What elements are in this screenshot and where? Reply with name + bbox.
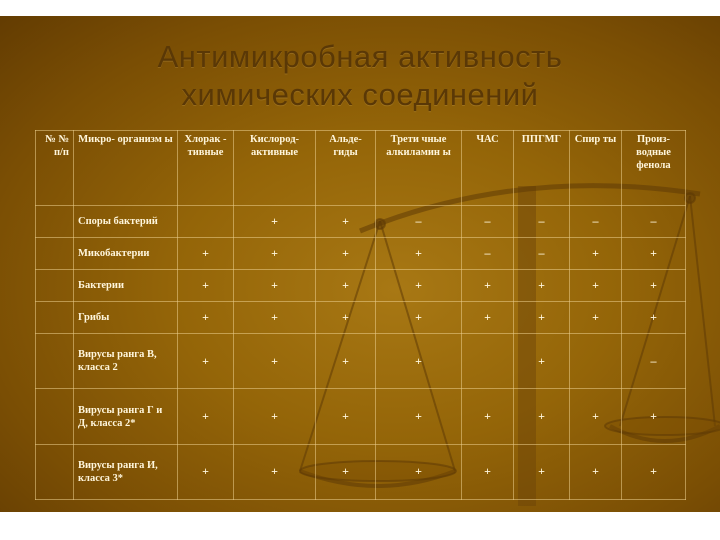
header-quats: ЧАС	[462, 131, 514, 206]
activity-cell: +	[234, 238, 316, 270]
activity-cell: +	[570, 302, 622, 334]
header-oxygen-active: Кислород- активные	[234, 131, 316, 206]
row-number-cell	[36, 444, 74, 499]
activity-cell: +	[178, 238, 234, 270]
table-row	[36, 238, 686, 270]
microorganism-cell: Микобактерии	[74, 238, 178, 270]
activity-cell: +	[514, 444, 570, 499]
activity-cell: –	[622, 334, 686, 389]
activity-cell: +	[376, 334, 462, 389]
microorganism-cell: Вирусы ранга Г и Д, класса 2*	[74, 389, 178, 444]
activity-cell: +	[178, 302, 234, 334]
activity-cell: –	[570, 206, 622, 238]
table-row	[36, 444, 686, 499]
row-number-cell	[36, 302, 74, 334]
activity-cell: +	[178, 334, 234, 389]
activity-cell: +	[316, 389, 376, 444]
activity-cell: +	[234, 270, 316, 302]
activity-cell: +	[622, 238, 686, 270]
activity-cell: +	[316, 206, 376, 238]
header-ppgmg: ППГМГ	[514, 131, 570, 206]
activity-cell: +	[514, 302, 570, 334]
activity-cell: +	[622, 270, 686, 302]
activity-cell: +	[234, 444, 316, 499]
activity-cell: +	[514, 270, 570, 302]
activity-cell: +	[622, 444, 686, 499]
slide-title	[0, 38, 720, 114]
header-microorganisms: Микро- организм ы	[74, 131, 178, 206]
header-chlorine-active: Хлорак - тивные	[178, 131, 234, 206]
row-number-cell	[36, 270, 74, 302]
header-number: № № п/п	[36, 131, 74, 206]
activity-cell: +	[462, 270, 514, 302]
table-row	[36, 206, 686, 238]
activity-cell: +	[570, 444, 622, 499]
activity-cell: +	[514, 334, 570, 389]
microorganism-cell: Вирусы ранга И, класса 3*	[74, 444, 178, 499]
activity-cell: +	[376, 444, 462, 499]
table-header-row	[36, 131, 686, 206]
activity-cell	[570, 334, 622, 389]
activity-cell: +	[622, 389, 686, 444]
slide	[0, 16, 720, 512]
table-row	[36, 302, 686, 334]
table-row	[36, 270, 686, 302]
title-line-2: химических соединений	[181, 77, 539, 112]
activity-cell	[178, 206, 234, 238]
activity-cell: +	[316, 238, 376, 270]
header-aldehydes: Альде- гиды	[316, 131, 376, 206]
microorganism-cell: Споры бактерий	[74, 206, 178, 238]
table-row	[36, 389, 686, 444]
activity-cell: –	[462, 238, 514, 270]
activity-cell: –	[622, 206, 686, 238]
activity-cell: +	[316, 302, 376, 334]
activity-cell: +	[316, 334, 376, 389]
activity-cell: +	[234, 302, 316, 334]
activity-cell	[462, 334, 514, 389]
activity-cell: +	[178, 444, 234, 499]
header-alcohols: Спир ты	[570, 131, 622, 206]
microorganism-cell: Грибы	[74, 302, 178, 334]
activity-cell: +	[178, 389, 234, 444]
row-number-cell	[36, 389, 74, 444]
activity-cell: +	[376, 302, 462, 334]
row-number-cell	[36, 238, 74, 270]
table-row	[36, 334, 686, 389]
activity-cell: +	[234, 389, 316, 444]
activity-cell: +	[376, 389, 462, 444]
activity-cell: –	[514, 238, 570, 270]
activity-cell: +	[462, 444, 514, 499]
activity-cell: +	[570, 238, 622, 270]
activity-cell: +	[376, 270, 462, 302]
title-line-1: Антимикробная активность	[157, 39, 563, 74]
activity-cell: +	[462, 302, 514, 334]
activity-cell: +	[462, 389, 514, 444]
activity-cell: –	[376, 206, 462, 238]
activity-cell: +	[234, 206, 316, 238]
header-phenol-derivatives: Произ- водные фенола	[622, 131, 686, 206]
header-tertiary-alkylamines: Трети чные алкиламин ы	[376, 131, 462, 206]
activity-cell: –	[462, 206, 514, 238]
microorganism-cell: Вирусы ранга В, класса 2	[74, 334, 178, 389]
activity-cell: +	[316, 444, 376, 499]
activity-table	[35, 130, 686, 500]
activity-cell: +	[316, 270, 376, 302]
activity-cell: +	[178, 270, 234, 302]
row-number-cell	[36, 206, 74, 238]
activity-cell: +	[514, 389, 570, 444]
activity-cell: –	[514, 206, 570, 238]
activity-cell: +	[570, 389, 622, 444]
activity-cell: +	[570, 270, 622, 302]
activity-cell: +	[376, 238, 462, 270]
activity-cell: +	[234, 334, 316, 389]
activity-cell: +	[622, 302, 686, 334]
row-number-cell	[36, 334, 74, 389]
microorganism-cell: Бактерии	[74, 270, 178, 302]
